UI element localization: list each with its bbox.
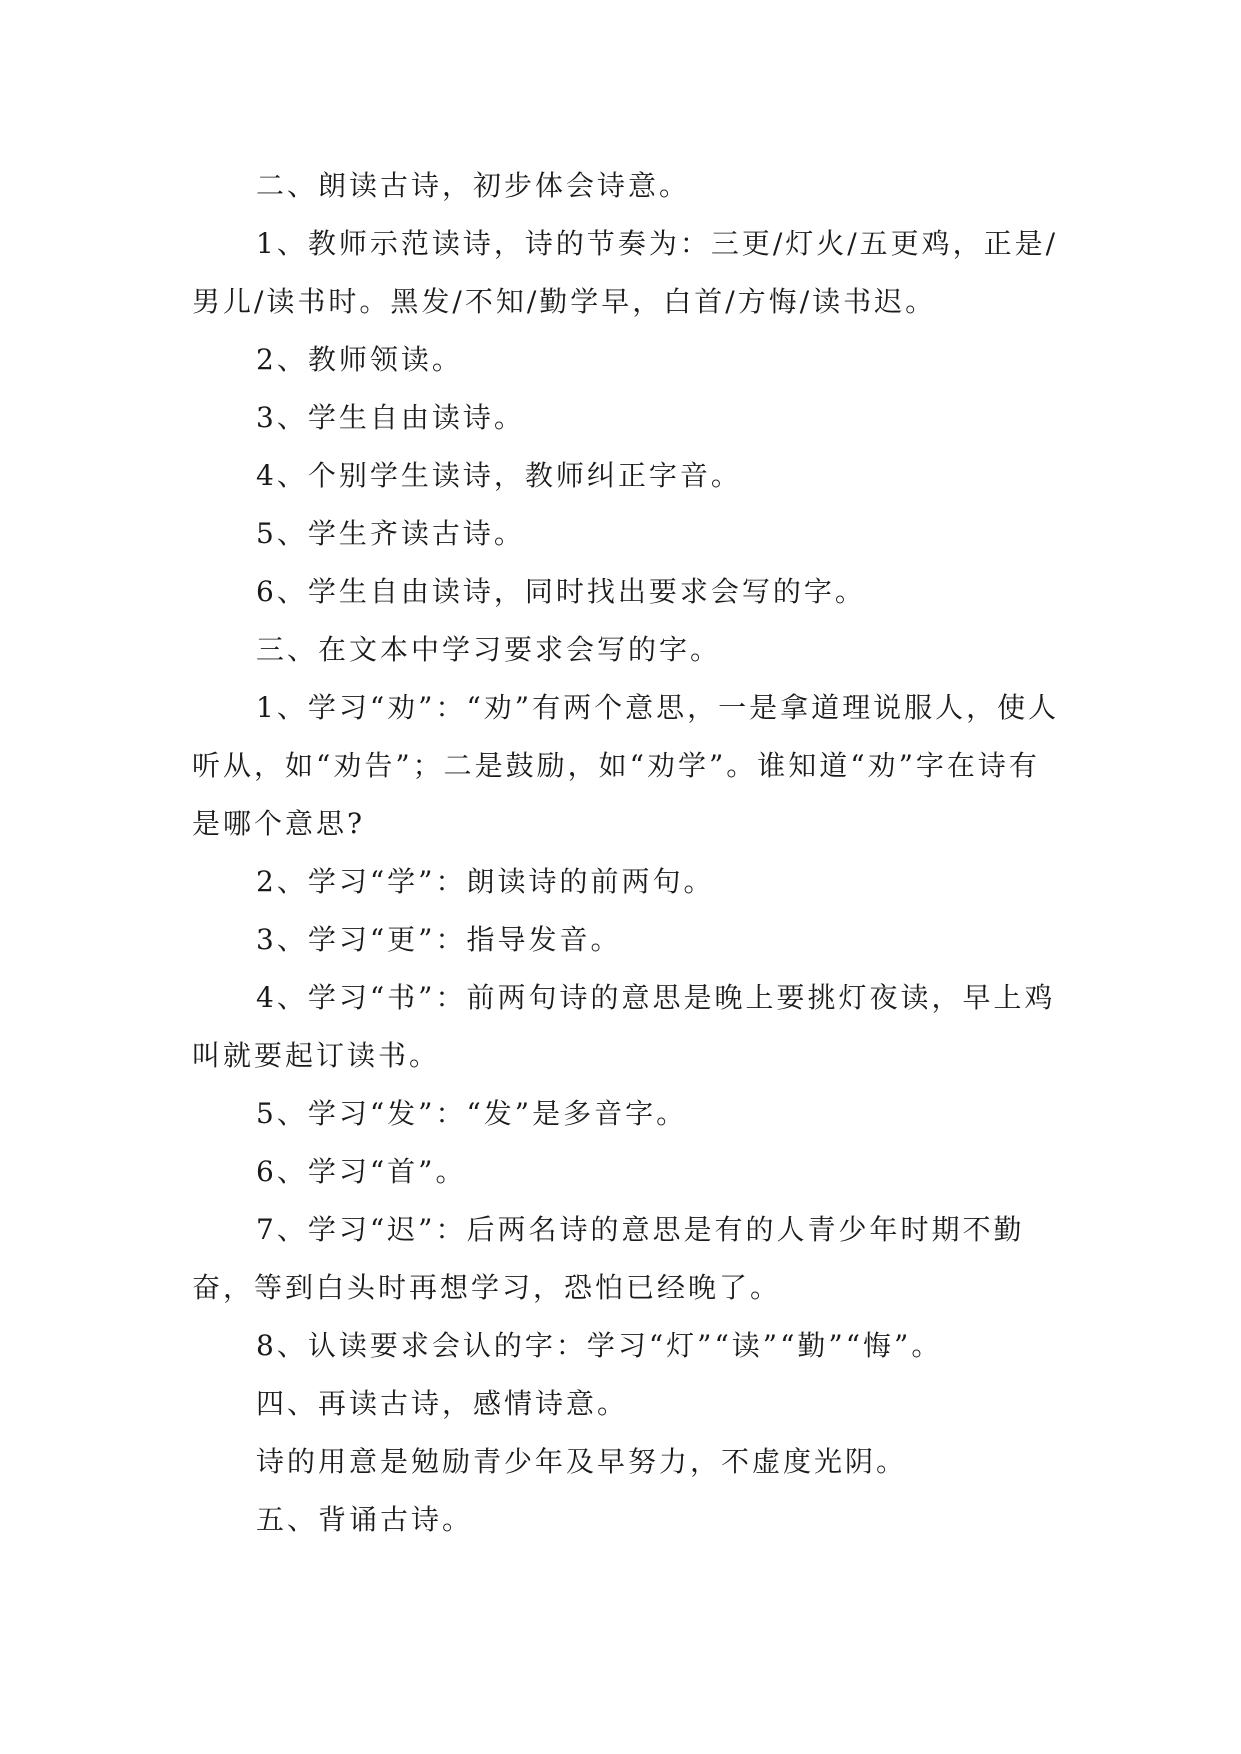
body-paragraph: 诗的用意是勉励青少年及早努力，不虚度光阴。: [256, 1445, 908, 1478]
list-item: 5、学习“发”：“发”是多音字。: [256, 1097, 688, 1130]
list-item: 6、学生自由读诗，同时找出要求会写的字。: [256, 575, 866, 608]
list-item: 6、学习“首”。: [256, 1155, 467, 1188]
list-item: 2、学习“学”：朗读诗的前两句。: [256, 865, 715, 898]
section-heading-2: 二、朗读古诗，初步体会诗意。: [256, 169, 691, 202]
section-heading-4: 四、再读古诗，感情诗意。: [256, 1387, 629, 1420]
list-item: 7、学习“迟”：后两名诗的意思是有的人青少年时期不勤奋，等到白头时再想学习，恐怕已经晚了。: [192, 1213, 1025, 1304]
list-item: 8、认读要求会认的字：学习“灯”“读”“勤”“悔”。: [256, 1329, 943, 1362]
list-item: 1、学习“劝”：“劝”有两个意思，一是拿道理说服人，使人听从，如“劝告”；二是鼓励，如“劝学”。谁知道“劝”字在诗有是哪个意思?: [192, 691, 1060, 840]
list-item: 3、学生自由读诗。: [256, 401, 525, 434]
list-item: 2、教师领读。: [256, 343, 463, 376]
list-item: 1、教师示范读诗，诗的节奏为：三更/灯火/五更鸡，正是/男儿/读书时。黑发/不知/勤学早，白首/方悔/读书迟。: [192, 227, 1059, 318]
document-body: [192, 157, 1062, 1549]
list-item: 3、学习“更”：指导发音。: [256, 923, 622, 956]
list-item: 4、个别学生读诗，教师纠正字音。: [256, 459, 742, 492]
list-item: 5、学生齐读古诗。: [256, 517, 525, 550]
section-heading-3: 三、在文本中学习要求会写的字。: [256, 633, 722, 666]
list-item: 4、学习“书”：前两句诗的意思是晚上要挑灯夜读，早上鸡叫就要起订读书。: [192, 981, 1056, 1072]
section-heading-5: 五、背诵古诗。: [256, 1503, 474, 1536]
